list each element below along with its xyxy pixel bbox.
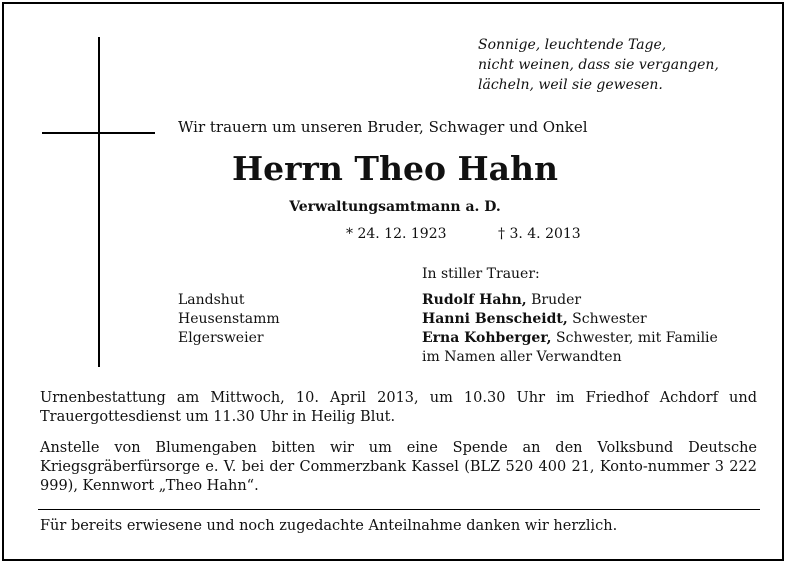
- mourner-row: [422, 291, 718, 310]
- place-name: Heusenstamm: [178, 311, 280, 327]
- mourner-relation: Schwester, mit Familie: [551, 330, 718, 346]
- poem: [478, 35, 719, 95]
- relatives-line: im Namen aller Verwandten: [422, 349, 622, 365]
- funeral-paragraph: Urnenbestattung am Mittwoch, 10. April 2013, um 10.30 Uhr im Friedhof Achdorf und Trauergottesdienst um 11.30 Uhr in Heilig Blut.: [40, 390, 757, 425]
- places-column: [178, 291, 280, 348]
- poem-line: lächeln, weil sie gewesen.: [478, 77, 663, 93]
- poem-line: Sonnige, leuchtende Tage,: [478, 37, 667, 53]
- divider-rule: [38, 509, 760, 510]
- obituary-notice: [2, 2, 784, 561]
- mourner-name: Rudolf Hahn,: [422, 292, 527, 308]
- poem-line: nicht weinen, dass sie vergangen,: [478, 57, 719, 73]
- mourners-column: [422, 291, 718, 367]
- place-name: Elgersweier: [178, 330, 264, 346]
- mourning-heading: In stiller Trauer:: [422, 266, 540, 282]
- mourner-row: [422, 329, 718, 348]
- mourner-row: [422, 310, 718, 329]
- deceased-title: Verwaltungsamtmann a. D.: [289, 199, 501, 215]
- mourner-name: Hanni Benscheidt,: [422, 311, 568, 327]
- cross-horizontal-bar: [42, 132, 155, 134]
- thanks-text: Für bereits erwiesene und noch zugedachte Anteilnahme danken wir herzlich.: [40, 518, 618, 534]
- death-date: † 3. 4. 2013: [498, 226, 581, 242]
- mourner-relation: Schwester: [567, 311, 647, 327]
- donation-paragraph: Anstelle von Blumengaben bitten wir um eine Spende an den Volksbund Deutsche Kriegsgräberfürsorge e. V. bei der Commerzbank Kassel (BLZ 520 400 21, Konto-nummer 3 222 999), Kennwort „Theo Hahn“.: [40, 440, 757, 494]
- birth-date: * 24. 12. 1923: [346, 226, 447, 242]
- deceased-name: Herrn Theo Hahn: [231, 149, 559, 188]
- place-name: Landshut: [178, 292, 245, 308]
- intro-text: Wir trauern um unseren Bruder, Schwager und Onkel: [178, 118, 588, 136]
- mourner-relation: Bruder: [526, 292, 582, 308]
- mourner-name: Erna Kohberger,: [422, 330, 552, 346]
